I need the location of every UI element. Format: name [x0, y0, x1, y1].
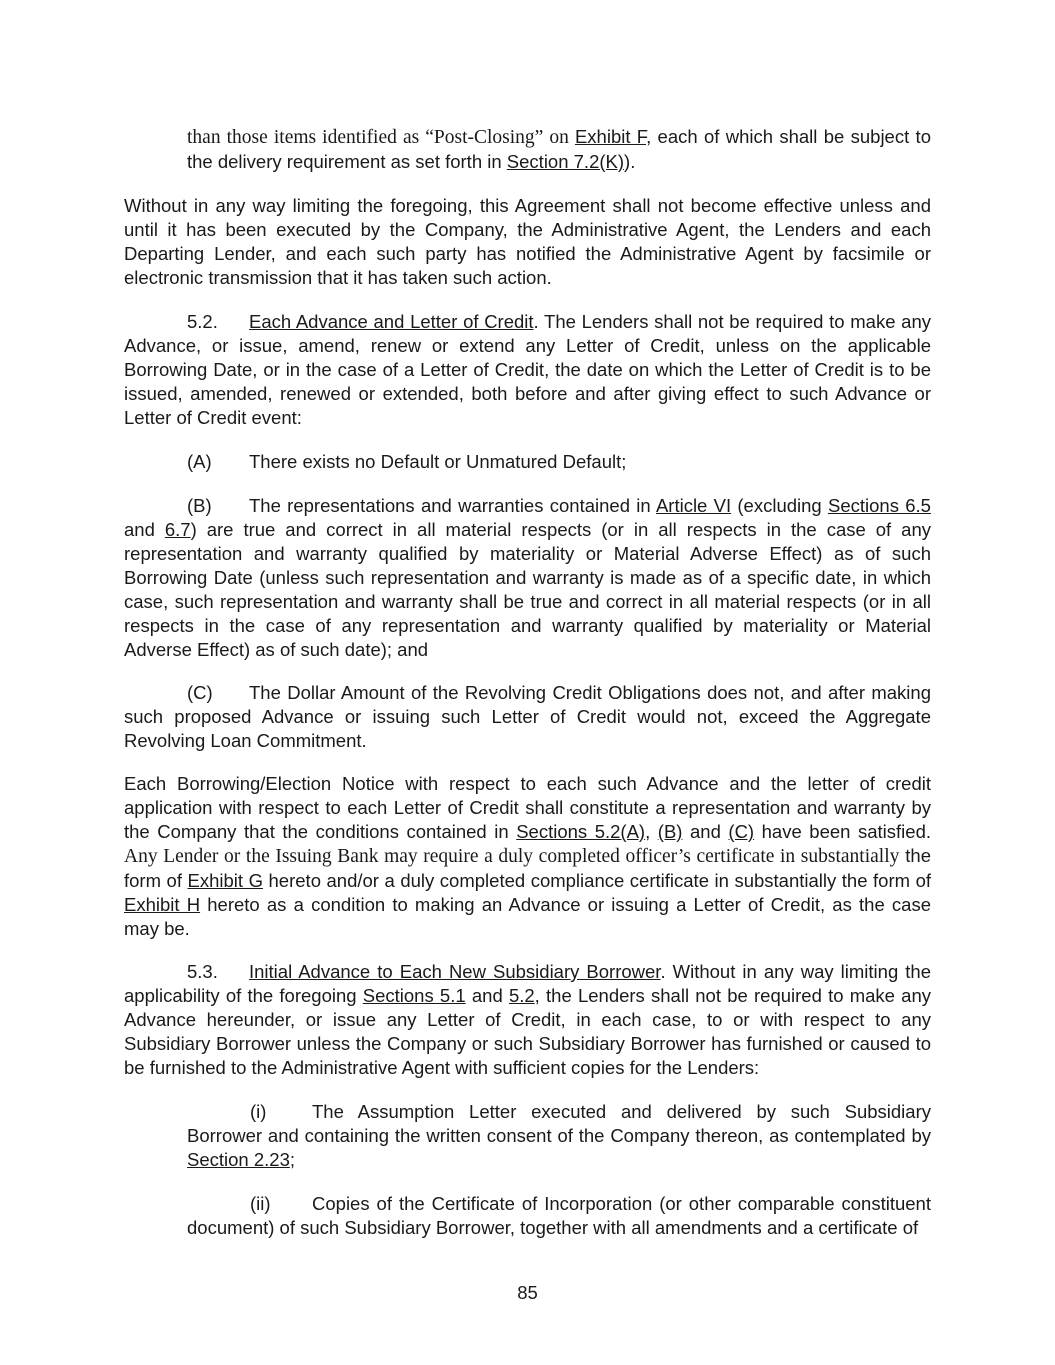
link-sections-6-5[interactable]: Sections 6.5: [828, 495, 931, 516]
link-section-7-2-k[interactable]: Section 7.2(K): [506, 151, 625, 172]
section-number: 5.2.: [187, 311, 218, 332]
item-label: (i): [250, 1101, 267, 1122]
link-exhibit-f[interactable]: Exhibit F: [574, 126, 647, 147]
requirement-ii: (ii) Copies of the Certificate of Incorporation (or other comparable constituent document) of such Subsidiary Borrower, together with all amendments and a certificate of: [187, 1193, 931, 1238]
condition-c: (C) The Dollar Amount of the Revolving Credit Obligations does not, and after making such proposed Advance or issuing such Letter of Credit would not, exceed the Aggregate Revolving Loan Commitment.: [124, 682, 931, 751]
item-label: (C): [187, 682, 213, 703]
condition-b: (B) The representations and warranties contained in Article VI (excluding Sections 6.5 and 6.7) are true and correct in all material respects (or in all respects in the case of any representation and warranty qualified by materiality or Material Adverse Effect) as of such Borrowing Date (unless such representation and warranty is made as of a specific date, in which case, such representation and warranty shall be true and correct in all material respects (or in all respects in the case of any representation and warranty qualified by materiality or Material Adverse Effect) as of such date); and: [124, 495, 931, 660]
link-section-6-7[interactable]: 6.7: [164, 519, 191, 540]
condition-a: (A) There exists no Default or Unmatured Default;: [187, 451, 627, 472]
section-heading: Each Advance and Letter of Credit: [249, 311, 534, 332]
link-section-5-2-b[interactable]: (B): [657, 821, 683, 842]
item-label: (ii): [250, 1193, 271, 1214]
link-exhibit-h[interactable]: Exhibit H: [124, 894, 201, 915]
link-section-5-2-c[interactable]: (C): [728, 821, 755, 842]
section-number: 5.3.: [187, 961, 218, 982]
link-sections-5-2-a[interactable]: Sections 5.2(A): [516, 821, 646, 842]
item-label: (A): [187, 451, 212, 472]
section-5-3: 5.3. Initial Advance to Each New Subsidiary Borrower. Without in any way limiting the applicability of the foregoing Sections 5.1 and 5.2, the Lenders shall not be required to make any Advance hereunder, or issue any Letter of Credit, in each case, to or with respect to any Subsidiary Borrower unless the Company or such Subsidiary Borrower has furnished or caused to be furnished to the Administrative Agent with sufficient copies for the Lenders:: [124, 961, 931, 1078]
paragraph-borrowing-notice: Each Borrowing/Election Notice with respect to each such Advance and the letter of credit application with respect to each Letter of Credit shall constitute a representation and warranty by the Company that the conditions contained in Sections 5.2(A), (B) and (C) have been satisfied. Any Lender or the Issuing Bank may require a duly completed officer’s certificate in substantially the form of Exhibit G hereto and/or a duly completed compliance certificate in substantially the form of Exhibit H hereto as a condition to making an Advance or issuing a Letter of Credit, as the case may be.: [124, 773, 932, 939]
link-section-5-2[interactable]: 5.2: [508, 985, 535, 1006]
item-label: (B): [187, 495, 212, 516]
link-sections-5-1[interactable]: Sections 5.1: [362, 985, 466, 1006]
section-5-2: 5.2. Each Advance and Letter of Credit. The Lenders shall not be required to make any Advance, or issue, amend, renew or extend any Letter of Credit, unless on the applicable Borrowing Date, or in the case of a Letter of Credit, the date on which the Letter of Credit is to be issued, amended, renewed or extended, both before and after giving effect to such Advance or Letter of Credit event:: [124, 311, 931, 428]
paragraph-effectiveness: Without in any way limiting the foregoing, this Agreement shall not become effective unless and until it has been executed by the Company, the Administrative Agent, the Lenders and each Departing Lender, and each such party has notified the Administrative Agent by facsimile or electronic transmission that it has taken such action.: [124, 195, 931, 288]
paragraph-continuation: than those items identified as “Post-Closing” on Exhibit F, each of which shall be subject to the delivery requirement as set forth in Section 7.2(K)).: [187, 126, 931, 172]
requirement-i: (i) The Assumption Letter executed and delivered by such Subsidiary Borrower and containing the written consent of the Company thereon, as contemplated by Section 2.23;: [187, 1101, 931, 1170]
link-article-vi[interactable]: Article VI: [655, 495, 732, 516]
link-exhibit-g[interactable]: Exhibit G: [187, 870, 263, 891]
page-number: 85: [517, 1282, 538, 1303]
link-section-2-23[interactable]: Section 2.23: [187, 1149, 290, 1170]
section-heading: Initial Advance to Each New Subsidiary Borrower: [249, 961, 661, 982]
